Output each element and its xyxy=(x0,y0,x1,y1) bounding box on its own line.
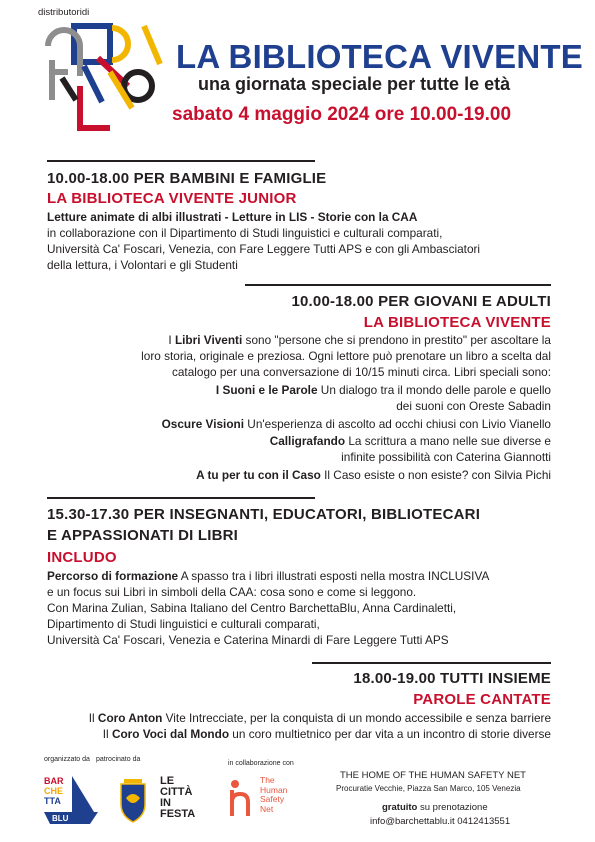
book-desc-line2: infinite possibilità con Caterina Giannotti xyxy=(341,450,551,464)
distributor-label: distributoridi xyxy=(38,7,90,18)
book-title: I Suoni e le Parole xyxy=(215,383,318,397)
course-bold: Percorso di formazione xyxy=(47,569,179,583)
book-desc: Il Caso esiste o non esiste? con Silvia Pichi xyxy=(320,468,551,482)
venice-crest-logo xyxy=(118,778,148,824)
venue-name: THE HOME OF THE HUMAN SAFETY NET xyxy=(340,770,526,781)
citta-in-festa-logo xyxy=(160,776,210,826)
choir-desc: Vite Intrecciate, per la conquista di un mondo accessibile e senza barriere xyxy=(162,711,551,725)
divider-section1 xyxy=(47,160,315,162)
barchetta-blu-logo xyxy=(42,772,100,826)
booking-label: su prenotazione xyxy=(417,802,488,813)
book-desc-line2: dei suoni con Oreste Sabadin xyxy=(396,399,551,413)
section2-intro xyxy=(168,332,551,348)
book-item xyxy=(196,467,551,483)
choir-line xyxy=(103,726,551,742)
logo-letters-artwork xyxy=(40,16,170,134)
book-item xyxy=(162,416,551,432)
book-title: A tu per tu con il Caso xyxy=(196,468,321,482)
section1-heading: 10.00-18.00 PER BAMBINI E FAMIGLIE xyxy=(47,170,327,187)
intro-line1: sono "persone che si prendono in prestito" per ascoltare la xyxy=(242,333,551,347)
choir-desc: un coro multietnico per dar vita a un incontro di storie diverse xyxy=(229,727,551,741)
section4-heading: 18.00-19.00 TUTTI INSIEME xyxy=(353,670,551,687)
free-label: gratuito xyxy=(382,802,418,813)
section3-line: Università Ca' Foscari, Venezia e Caterina Minardi di Fare Leggere Tutti APS xyxy=(47,633,449,647)
page-title: LA BIBLIOTECA VIVENTE xyxy=(176,38,583,75)
section3-line: Dipartimento di Studi linguistici e culturali comparati, xyxy=(47,617,320,631)
section3-heading-line1: 15.30-17.30 PER INSEGNANTI, EDUCATORI, BIBLIOTECARI xyxy=(47,506,481,523)
book-desc: La scrittura a mano nelle sue diverse e xyxy=(345,434,551,448)
divider-section2 xyxy=(245,284,551,286)
section1-subheading: LA BIBLIOTECA VIVENTE JUNIOR xyxy=(47,190,297,207)
festa-word: FESTA xyxy=(160,808,196,820)
svg-text:CHE: CHE xyxy=(44,786,64,796)
intro-pre: I xyxy=(168,333,175,347)
human-safety-net-icon xyxy=(228,778,252,818)
book-title: Oscure Visioni xyxy=(161,417,245,431)
section4-subheading: PAROLE CANTATE xyxy=(413,691,551,708)
festa-word: IN xyxy=(160,797,171,809)
safety-word: Human xyxy=(260,784,288,795)
section3-line: e un focus sui Libri in simboli della CAA: cosa sono e come si leggono. xyxy=(47,585,417,599)
intro-bold: Libri Viventi xyxy=(174,333,243,347)
crest-icon xyxy=(118,778,148,824)
svg-text:BLU: BLU xyxy=(52,814,69,823)
section2-heading: 10.00-18.00 PER GIOVANI E ADULTI xyxy=(291,293,551,310)
book-item xyxy=(270,433,551,449)
book-item xyxy=(216,382,551,398)
section2-intro-line: loro storia, originale e preziosa. Ogni lettore può prenotare un libro a scelta dal xyxy=(141,349,551,363)
safety-word: Safety xyxy=(260,794,285,804)
section1-activities: Letture animate di albi illustrati - Letture in LIS - Storie con la CAA xyxy=(47,210,418,224)
section3-subheading: INCLUDO xyxy=(47,549,117,566)
book-desc: Un dialogo tra il mondo delle parole e quello xyxy=(317,383,551,397)
svg-text:TTA: TTA xyxy=(44,796,61,806)
book-title: Calligrafando xyxy=(269,434,346,448)
section1-line: Università Ca' Foscari, Venezia, con Fare Leggere Tutti APS e con gli Ambasciatori xyxy=(47,242,481,256)
svg-text:BAR: BAR xyxy=(44,776,64,786)
divider-section4 xyxy=(312,662,551,664)
choir-line xyxy=(89,710,551,726)
section1-line: della lettura, i Volontari e gli Studenti xyxy=(47,258,238,272)
contact-info: info@barchettablu.it 0412413551 xyxy=(370,816,511,827)
collab-label: in collaborazione con xyxy=(228,760,294,767)
patronage-label: patrocinato da xyxy=(96,756,141,763)
section2-intro-line: catalogo per una conversazione di 10/15 minuti circa. Libri speciali sono: xyxy=(171,365,551,379)
event-date: sabato 4 maggio 2024 ore 10.00-19.00 xyxy=(172,104,512,125)
festa-word: LE xyxy=(160,775,175,787)
section3-heading-line2: E APPASSIONATI DI LIBRI xyxy=(47,527,239,544)
divider-section3 xyxy=(47,497,315,499)
festa-word: CITTÀ xyxy=(160,786,193,798)
book-desc: Un'esperienza di ascolto ad occhi chiusi con Livio Vianello xyxy=(244,417,551,431)
boat-icon xyxy=(42,772,100,826)
booking-info xyxy=(382,802,488,813)
venue-address: Procuratie Vecchie, Piazza San Marco, 105 Venezia xyxy=(336,784,521,793)
choir-pre: Il xyxy=(88,711,98,725)
course-line1: A spasso tra i libri illustrati esposti nella mostra INCLUSIVA xyxy=(178,569,490,583)
section3-course xyxy=(47,568,557,584)
human-safety-net-logo xyxy=(228,776,308,826)
organized-label: organizzato da xyxy=(44,756,90,763)
section3-line: Con Marina Zulian, Sabina Italiano del Centro BarchettaBlu, Anna Cardinaletti, xyxy=(47,601,457,615)
section2-subheading: LA BIBLIOTECA VIVENTE xyxy=(363,314,551,331)
choir-name: Coro Anton xyxy=(97,711,163,725)
section1-line: in collaborazione con il Dipartimento di Studi linguistici e culturali comparati, xyxy=(47,226,443,240)
safety-word: The xyxy=(260,775,275,785)
choir-name: Coro Voci dal Mondo xyxy=(111,727,230,741)
page-subtitle: una giornata speciale per tutte le età xyxy=(198,74,511,94)
safety-word: Net xyxy=(260,803,274,814)
choir-pre: Il xyxy=(102,727,112,741)
